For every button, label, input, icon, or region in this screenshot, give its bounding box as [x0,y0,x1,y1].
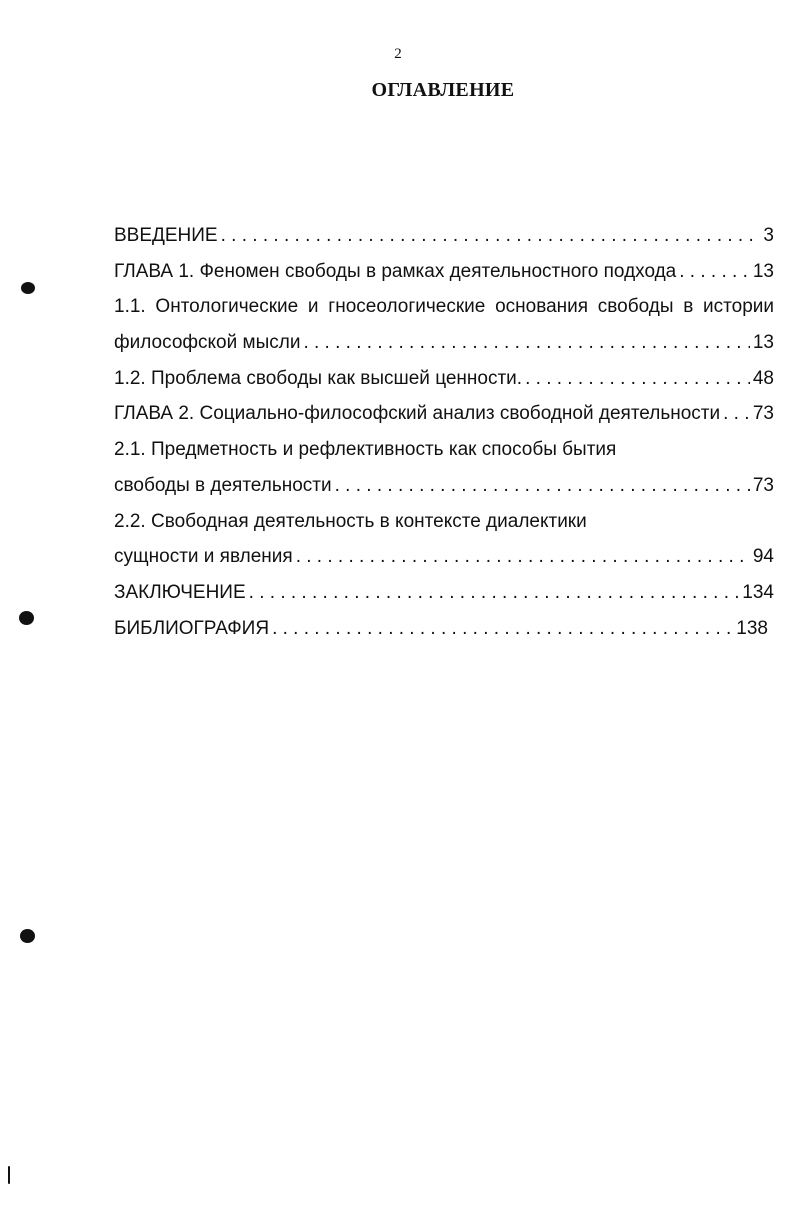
toc-entry-section-1-2[interactable] [114,361,774,397]
binder-hole-mark [19,611,34,625]
scan-mark [8,1166,10,1184]
toc-entry-text: сущности и явления [114,546,293,568]
toc-entry-text: ЗАКЛЮЧЕНИЕ [114,581,246,603]
toc-entry-text: 1.2. Проблема свободы как высшей ценности. [114,367,523,389]
toc-page-number: 94 [752,546,774,568]
toc-page-number: 13 [752,260,774,282]
toc-entry-chapter-2[interactable] [114,396,774,432]
toc-leader-dots [679,254,750,290]
toc-page-number: 3 [763,225,774,246]
toc-entry-text: БИБЛИОГРАФИЯ [114,617,270,639]
toc-leader-dots [221,218,761,254]
toc-leader-dots [249,575,740,611]
toc-entry-bibliography[interactable] [114,611,768,647]
toc-entry-text: 1.1. Онтологические и гносеологические основания свободы в истории [114,296,774,318]
toc-leader-dots [723,396,750,432]
toc-page-number: 13 [752,332,774,354]
toc-entry-text: ГЛАВА 1. Феномен свободы в рамках деятельностного подхода [114,260,677,282]
toc-entry-section-1-1-cont[interactable] [114,325,774,361]
toc-page-number: 73 [752,403,774,425]
toc-entry-text: 2.2. Свободная деятельность в контексте диалектики [114,510,587,532]
toc-leader-dots [335,468,750,504]
binder-hole-mark [20,929,35,943]
toc-leader-dots [303,325,749,361]
page-number: 2 [394,46,402,62]
toc-entry-chapter-1[interactable] [114,254,774,290]
toc-entry-text: философской мысли [114,332,301,354]
toc-leader-dots [272,611,733,647]
toc-entry-text: свободы в деятельности [114,474,332,496]
toc-page-number: 138 [736,617,768,639]
toc-entry-conclusion[interactable] [114,575,774,611]
toc-leader-dots [525,361,750,397]
toc-entry-section-2-1-cont[interactable] [114,468,774,504]
toc-entry-text: ВВЕДЕНИЕ [114,225,218,246]
toc-page-number: 73 [752,474,774,496]
toc-entry-section-2-2[interactable] [114,504,774,540]
toc-entry-section-1-1[interactable] [114,289,774,325]
table-of-contents [114,218,774,646]
toc-entry-text: ГЛАВА 2. Социально-философский анализ свободной деятельности [114,403,721,425]
toc-page-number: 134 [742,581,774,603]
toc-page-number: 48 [752,367,774,389]
page-title: ОГЛАВЛЕНИЕ [371,79,515,101]
toc-entry-introduction[interactable] [114,218,774,254]
toc-entry-section-2-1[interactable] [114,432,774,468]
binder-hole-mark [21,282,35,294]
toc-leader-dots [296,539,750,575]
toc-entry-section-2-2-cont[interactable] [114,539,774,575]
toc-entry-text: 2.1. Предметность и рефлективность как способы бытия [114,439,617,461]
